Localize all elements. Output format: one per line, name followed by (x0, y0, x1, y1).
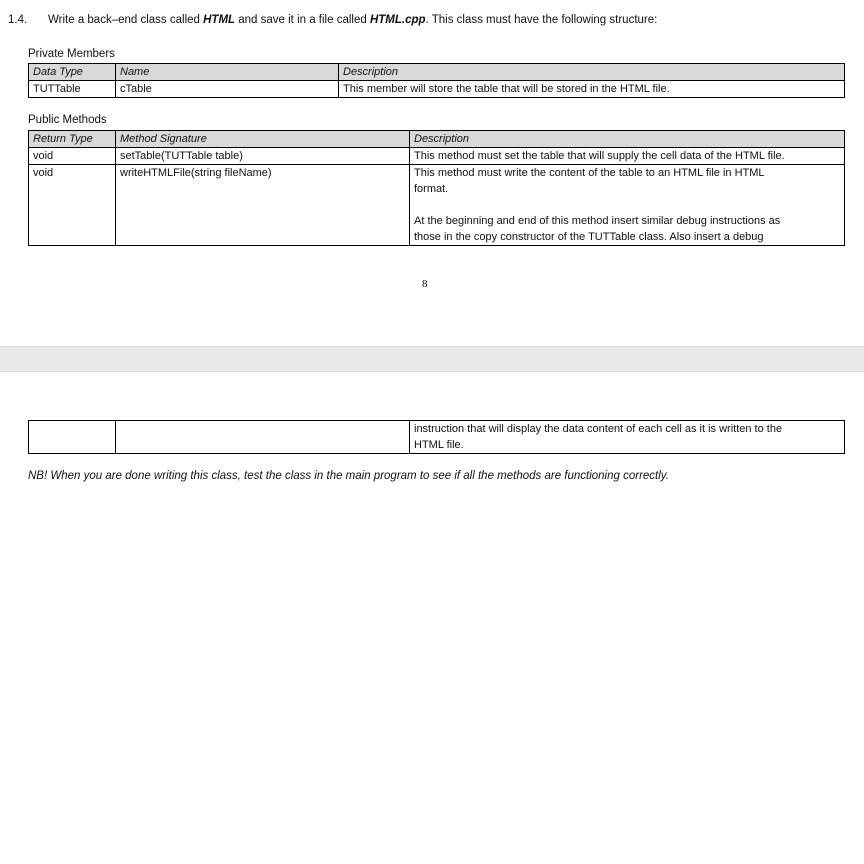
table-row (29, 165, 845, 246)
cell-description (410, 165, 845, 246)
description-line: This method must write the content of the table to an HTML file in HTML (414, 167, 765, 179)
cell-method-signature: writeHTMLFile(string fileName) (116, 165, 410, 246)
cell-name: cTable (116, 81, 339, 98)
cell-method-signature: setTable(TUTTable table) (116, 148, 410, 165)
cell-description (410, 421, 845, 454)
nb-note: NB! When you are done writing this class, test the class in the main program to see if all the methods are functioning correctly. (28, 470, 669, 482)
table-row (29, 421, 845, 454)
description-line: format. (414, 183, 449, 195)
cell-description: This member will store the table that will be stored in the HTML file. (339, 81, 845, 98)
heading-file-name: HTML.cpp (369, 14, 426, 26)
private-members-label: Private Members (28, 48, 115, 60)
description-line: instruction that will display the data content of each cell as it is written to the (414, 423, 783, 435)
header-description: Description (410, 131, 845, 148)
header-data-type: Data Type (29, 64, 116, 81)
description-line: HTML file. (414, 439, 464, 451)
heading-text-after: . This class must have the following structure: (425, 14, 658, 26)
header-description: Description (339, 64, 845, 81)
header-name: Name (116, 64, 339, 81)
table-header-row (29, 131, 845, 148)
description-line: At the beginning and end of this method insert similar debug instructions as (414, 215, 781, 227)
heading-text-before: Write a back–end class called (48, 14, 204, 26)
public-methods-table (28, 130, 845, 246)
heading-class-name: HTML (203, 14, 236, 26)
heading-text-middle: and save it in a file called (235, 14, 370, 26)
header-return-type: Return Type (29, 131, 116, 148)
description-line: those in the copy constructor of the TUTTable class. Also insert a debug (414, 231, 764, 243)
task-number: 1.4. (8, 14, 28, 26)
table-row (29, 81, 845, 98)
task-heading (8, 14, 657, 26)
document-page-1 (0, 0, 864, 346)
cell-method-signature-empty (116, 421, 410, 454)
paragraph-gap (414, 197, 840, 213)
cell-return-type: void (29, 165, 116, 246)
private-members-table (28, 63, 845, 98)
public-methods-table-continued (28, 420, 845, 454)
cell-return-type-empty (29, 421, 116, 454)
page-number: 8 (422, 278, 428, 290)
cell-description: This method must set the table that will supply the cell data of the HTML file. (410, 148, 845, 165)
table-row (29, 148, 845, 165)
page-separator (0, 346, 864, 372)
header-method-signature: Method Signature (116, 131, 410, 148)
cell-return-type: void (29, 148, 116, 165)
document-page-2 (0, 372, 864, 864)
table-header-row (29, 64, 845, 81)
public-methods-label: Public Methods (28, 114, 107, 126)
cell-data-type: TUTTable (29, 81, 116, 98)
